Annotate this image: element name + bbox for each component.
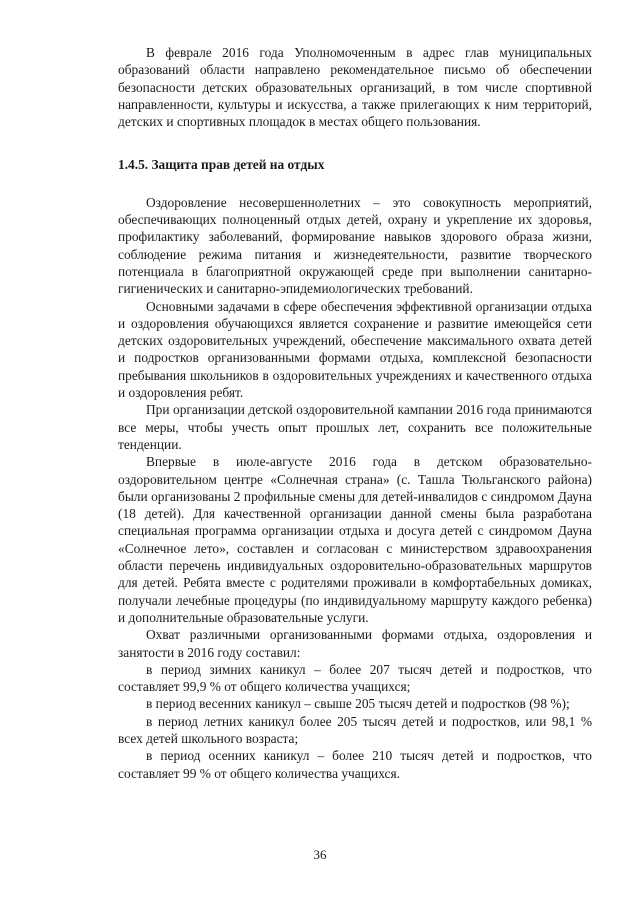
paragraph-campaign: При организации детской оздоровительной кампании 2016 года принимаются все меры, чтобы учесть опыт прошлых лет, сохранить все положительные тенденции. [118,402,592,452]
intro-paragraph: В феврале 2016 года Уполномоченным в адрес глав муниципальных образований области направлено рекомендательное письмо об обеспечении безопасности детских образовательных организаций, в том числе спортивной направленности, культуры и искусства, а также прилегающих к ним территорий, детских и спортивных площадок в местах общего пользования. [118,45,592,130]
paragraph-tasks: Основными задачами в сфере обеспечения эффективной организации отдыха и оздоровления обучающихся является сохранение и развитие имеющейся сети детских оздоровительных учреждений, обеспечение максимального охвата детей и подростков организованными формами отдыха, комплексной безопасности пребывания школьников в оздоровительных учреждениях и качественного отдыха и оздоровления ребят. [118,298,592,401]
list-item-summer: в период летних каникул более 205 тысяч детей и подростков, или 98,1 % всех детей школьного возраста; [118,713,592,746]
paragraph-coverage-intro: Охват различными организованными формами отдыха, оздоровления и занятости в 2016 году составил: [118,627,592,660]
list-item-spring: в период весенних каникул – свыше 205 тысяч детей и подростков (98 %); [146,696,570,712]
paragraph-sunny-country: Впервые в июле-августе 2016 года в детском образовательно-оздоровительном центре «Солнечная страна» (с. Ташла Тюльганского района) были организованы 2 профильные смены для детей-инвалидов с синдромом Дауна (18 детей). Для качественной организации данной смены была разработана специальная программа организации отдыха и досуга детей с синдромом Дауна «Солнечное лето», составлен и согласован с министерством здравоохранения области перечень индивидуальных оздоровительно-образовательных маршрутов для детей. Ребята вместе с родителями проживали в комфортабельных домиках, получали лечебные процедуры (по индивидуальному маршруту каждого ребенка) и дополнительные образовательные услуги. [118,454,592,625]
body-text [118,44,592,782]
section-heading-wrap [118,156,592,173]
section-heading: 1.4.5. Защита прав детей на отдых [118,157,325,173]
list-item-winter: в период зимних каникул – более 207 тысяч детей и подростков, что составляет 99,9 % от общего количества учащихся; [118,661,592,695]
paragraph-health: Оздоровление несовершеннолетних – это совокупность мероприятий, обеспечивающих полноценный отдых детей, охрану и укрепление их здоровья, профилактику заболеваний, формирование навыков здорового образа жизни, соблюдение режима питания и жизнедеятельности, развитие творческого потенциала в благоприятной окружающей среде при выполнении санитарно-гигиенических и санитарно-эпидемиологических требований. [118,194,592,297]
page-number: 36 [313,847,327,862]
list-item-autumn: в период осенних каникул – более 210 тысяч детей и подростков, что составляет 99 % от общего количества учащихся. [118,748,592,781]
